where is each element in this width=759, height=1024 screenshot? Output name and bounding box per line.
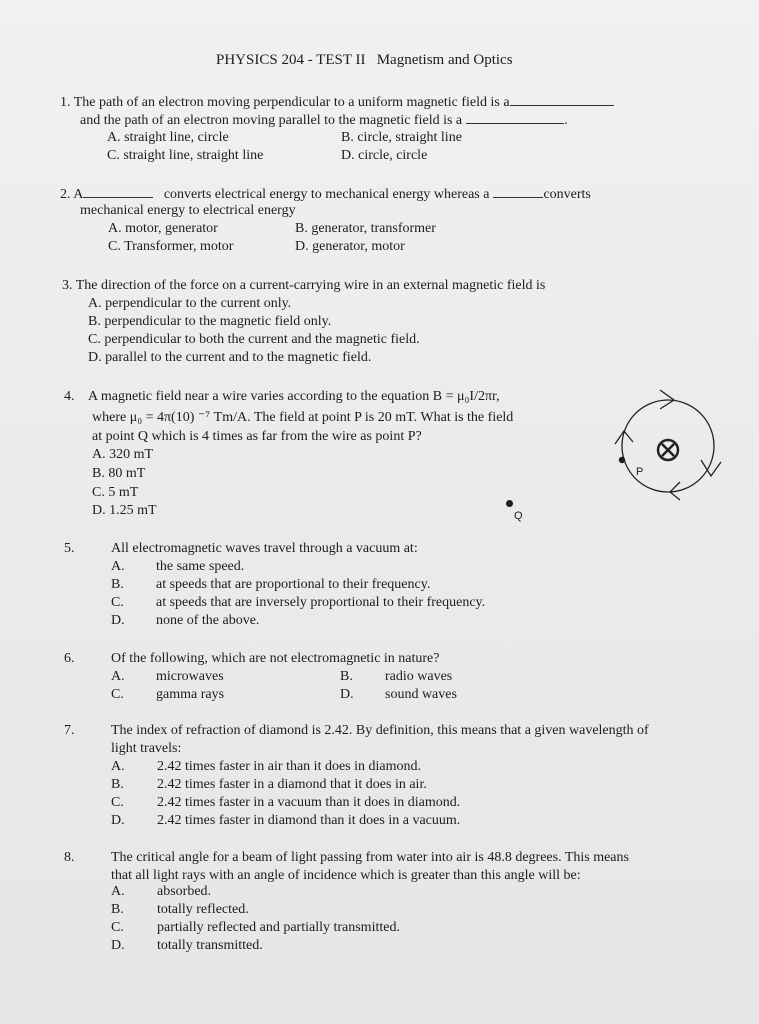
q1-line2: and the path of an electron moving parallel to the magnetic field is a bbox=[80, 113, 463, 128]
magnetic-field-diagram bbox=[600, 378, 730, 508]
q4-line2: where μ₀ = 4π(10) ⁻⁷ Tm/A. The field at point P is 20 mT. What is the field bbox=[92, 410, 514, 425]
q1-period: . bbox=[564, 113, 568, 128]
q8-option-b-letter: B. bbox=[111, 902, 124, 917]
answer-blank bbox=[510, 93, 614, 106]
q7-option-b: 2.42 times faster in a diamond that it does in air. bbox=[157, 777, 427, 792]
q4-option-b: B. 80 mT bbox=[92, 466, 146, 481]
q1-option-c: C. straight line, straight line bbox=[107, 148, 264, 163]
answer-blank bbox=[83, 185, 153, 198]
q3-option-d: D. parallel to the current and to the magnetic field. bbox=[88, 350, 372, 365]
q8-line1: The critical angle for a beam of light passing from water into air is 48.8 degrees. This means bbox=[111, 850, 629, 865]
q5-stem: All electromagnetic waves travel through a vacuum at: bbox=[111, 541, 418, 556]
q8-option-a-letter: A. bbox=[111, 884, 125, 899]
q8-option-c-letter: C. bbox=[111, 920, 124, 935]
q7-option-c-letter: C. bbox=[111, 795, 124, 810]
q6-option-d: sound waves bbox=[385, 687, 457, 702]
q6-option-a-letter: A. bbox=[111, 669, 125, 684]
q2-line2: mechanical energy to electrical energy bbox=[80, 203, 296, 218]
q2-option-b: B. generator, transformer bbox=[295, 221, 436, 236]
q3-option-c: C. perpendicular to both the current and the magnetic field. bbox=[88, 332, 420, 347]
q6-option-d-letter: D. bbox=[340, 687, 354, 702]
q2-option-a: A. motor, generator bbox=[108, 221, 218, 236]
q4-line1: A magnetic field near a wire varies according to the equation B = μ₀I/2πr, bbox=[88, 389, 500, 404]
q2-end: converts bbox=[543, 187, 591, 202]
q5-option-b-letter: B. bbox=[111, 577, 124, 592]
q6-option-a: microwaves bbox=[156, 669, 224, 684]
q1-option-b: B. circle, straight line bbox=[341, 130, 462, 145]
q5-option-b: at speeds that are proportional to their frequency. bbox=[156, 577, 431, 592]
q5-option-a-letter: A. bbox=[111, 559, 125, 574]
point-q-label: Q bbox=[514, 510, 523, 522]
q5-option-d-letter: D. bbox=[111, 613, 125, 628]
q5-option-c-letter: C. bbox=[111, 595, 124, 610]
q8-option-a: absorbed. bbox=[157, 884, 212, 899]
q7-number: 7. bbox=[64, 723, 75, 738]
q8-option-d-letter: D. bbox=[111, 938, 125, 953]
q8-option-c: partially reflected and partially transmitted. bbox=[157, 920, 400, 935]
q6-number: 6. bbox=[64, 651, 75, 666]
q2-prefix: 2. A bbox=[60, 187, 84, 202]
q8-line2: that all light rays with an angle of incidence which is greater than this angle will be: bbox=[111, 868, 581, 883]
q4-option-a: A. 320 mT bbox=[92, 447, 154, 462]
q1-option-d: D. circle, circle bbox=[341, 148, 428, 163]
q3-stem: 3. The direction of the force on a current-carrying wire in an external magnetic field is bbox=[62, 278, 546, 293]
point-q-dot bbox=[506, 500, 513, 507]
q6-option-c-letter: C. bbox=[111, 687, 124, 702]
q8-option-d: totally transmitted. bbox=[157, 938, 263, 953]
q7-line2: light travels: bbox=[111, 741, 182, 756]
q7-option-c: 2.42 times faster in a vacuum than it does in diamond. bbox=[157, 795, 461, 810]
q7-option-d-letter: D. bbox=[111, 813, 125, 828]
answer-blank bbox=[493, 185, 543, 198]
q6-stem: Of the following, which are not electromagnetic in nature? bbox=[111, 651, 440, 666]
point-p-dot bbox=[619, 457, 625, 463]
q2-option-d: D. generator, motor bbox=[295, 239, 405, 254]
q1-line1: 1. The path of an electron moving perpendicular to a uniform magnetic field is a bbox=[60, 95, 510, 110]
q5-option-a: the same speed. bbox=[156, 559, 245, 574]
page-title: PHYSICS 204 - TEST II Magnetism and Optics bbox=[216, 52, 513, 68]
q7-option-a-letter: A. bbox=[111, 759, 125, 774]
q4-line3: at point Q which is 4 times as far from the wire as point P? bbox=[92, 429, 422, 444]
q5-number: 5. bbox=[64, 541, 75, 556]
q5-option-c: at speeds that are inversely proportional to their frequency. bbox=[156, 595, 486, 610]
q6-option-b-letter: B. bbox=[340, 669, 353, 684]
q4-number: 4. bbox=[64, 389, 75, 404]
q7-option-a: 2.42 times faster in air than it does in diamond. bbox=[157, 759, 422, 774]
q6-option-c: gamma rays bbox=[156, 687, 225, 702]
q8-number: 8. bbox=[64, 850, 75, 865]
q6-option-b: radio waves bbox=[385, 669, 453, 684]
q3-option-a: A. perpendicular to the current only. bbox=[88, 296, 292, 311]
q7-option-b-letter: B. bbox=[111, 777, 124, 792]
q7-line1: The index of refraction of diamond is 2.42. By definition, this means that a given wavelength of bbox=[111, 723, 649, 738]
q5-option-d: none of the above. bbox=[156, 613, 260, 628]
point-p-label: P bbox=[636, 466, 644, 478]
q7-option-d: 2.42 times faster in diamond than it does in a vacuum. bbox=[157, 813, 461, 828]
q4-option-c: C. 5 mT bbox=[92, 485, 139, 500]
q3-option-b: B. perpendicular to the magnetic field only. bbox=[88, 314, 332, 329]
q4-option-d: D. 1.25 mT bbox=[92, 503, 157, 518]
q8-option-b: totally reflected. bbox=[157, 902, 249, 917]
q2-option-c: C. Transformer, motor bbox=[108, 239, 234, 254]
answer-blank bbox=[466, 111, 564, 124]
q1-option-a: A. straight line, circle bbox=[107, 130, 229, 145]
page-subtitle: Magnetism and Optics bbox=[376, 52, 513, 68]
q2-mid: converts electrical energy to mechanical energy whereas a bbox=[163, 187, 490, 202]
